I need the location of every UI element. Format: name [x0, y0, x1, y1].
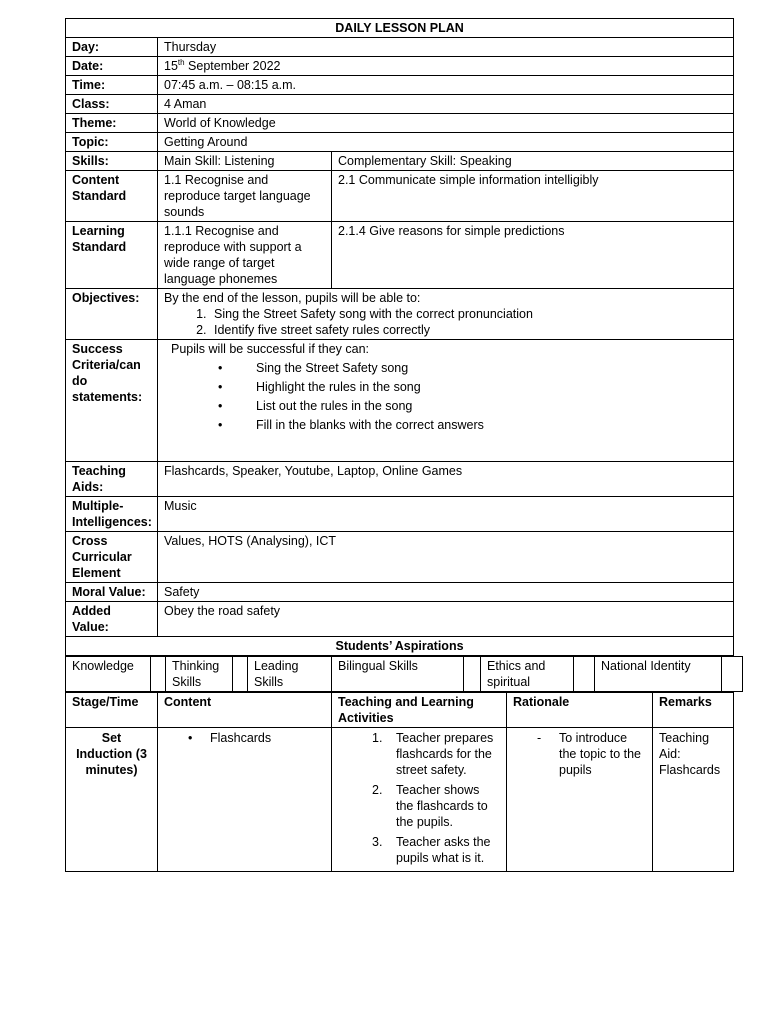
content-item-text: Flashcards	[210, 731, 272, 745]
date-day: 15	[164, 59, 178, 73]
activity-step	[338, 730, 500, 778]
content-standard-label-line1: Content	[72, 173, 120, 187]
moral-value-label: Moral Value:	[66, 583, 158, 602]
complementary-skill: Complementary Skill: Speaking	[332, 152, 734, 171]
aspiration-ethics-spiritual: Ethics and spiritual	[481, 657, 574, 692]
content-standard-label-line2: Standard	[72, 189, 127, 203]
day-value: Thursday	[158, 38, 734, 57]
success-item-text: Highlight the rules in the song	[256, 380, 421, 394]
success-item	[218, 359, 727, 378]
header-stage-time: Stage/Time	[66, 693, 158, 728]
aspiration-thinking-skills: Thinking Skills	[166, 657, 233, 692]
date-value	[158, 57, 734, 76]
main-skill: Main Skill: Listening	[158, 152, 332, 171]
objectives-intro: By the end of the lesson, pupils will be able to:	[164, 291, 421, 305]
time-label: Time:	[66, 76, 158, 95]
content-standard-complementary: 2.1 Communicate simple information intelligibly	[332, 171, 734, 222]
aspirations-title: Students’ Aspirations	[66, 637, 734, 656]
step-text: Teacher prepares flashcards for the street safety.	[396, 731, 494, 777]
date-suffix: th	[177, 57, 185, 67]
skills-label: Skills:	[66, 152, 158, 171]
success-item-text: List out the rules in the song	[256, 399, 413, 413]
aspiration-checkbox[interactable]	[722, 657, 743, 692]
aspiration-checkbox[interactable]	[233, 657, 248, 692]
learning-standard-main: 1.1.1 Recognise and reproduce with support a wide range of target language phonemes	[158, 222, 332, 289]
step-number: 1.	[372, 731, 383, 745]
success-criteria-label: Success Criteria/can do statements:	[66, 340, 158, 462]
lesson-details-table	[65, 18, 734, 656]
success-item	[218, 378, 727, 397]
content-standard-main: 1.1 Recognise and reproduce target language sounds	[158, 171, 332, 222]
objectives-label: Objectives:	[66, 289, 158, 340]
success-item-text: Fill in the blanks with the correct answers	[256, 418, 484, 432]
aspiration-checkbox[interactable]	[464, 657, 481, 692]
stage-table	[65, 692, 734, 872]
activities-list	[338, 730, 500, 866]
success-item	[218, 397, 727, 416]
aspiration-national-identity: National Identity	[595, 657, 722, 692]
header-remarks: Remarks	[653, 693, 734, 728]
time-value: 07:45 a.m. – 08:15 a.m.	[158, 76, 734, 95]
step-number: 3.	[372, 835, 383, 849]
teaching-aids-value: Flashcards, Speaker, Youtube, Laptop, Online Games	[158, 462, 734, 497]
added-value-value: Obey the road safety	[158, 602, 734, 637]
learning-standard-label-line2: Standard	[72, 240, 127, 254]
bullet-icon: •	[218, 361, 223, 375]
step-number: 2.	[372, 783, 383, 797]
bullet-icon: •	[218, 380, 223, 394]
theme-label: Theme:	[66, 114, 158, 133]
content-standard-label	[66, 171, 158, 222]
activity-step	[338, 782, 500, 830]
objective-item: 2. Identify five street safety rules correctly	[210, 322, 727, 338]
bullet-icon: •	[218, 418, 223, 432]
success-list	[164, 359, 727, 435]
objectives-list	[164, 306, 727, 338]
learning-standard-label-line1: Learning	[72, 224, 125, 238]
added-value-label: Added Value:	[66, 602, 158, 637]
learning-standard-complementary: 2.1.4 Give reasons for simple predictions	[332, 222, 734, 289]
success-criteria-cell	[158, 340, 734, 462]
dash-marker: -	[537, 731, 542, 745]
date-rest: September 2022	[184, 59, 281, 73]
header-activities: Teaching and Learning Activities	[332, 693, 507, 728]
step-text: Teacher shows the flashcards to the pupils.	[396, 783, 488, 829]
cross-curricular-value: Values, HOTS (Analysing), ICT	[158, 532, 734, 583]
moral-value-value: Safety	[158, 583, 734, 602]
multiple-intelligences-label: Multiple-Intelligences:	[66, 497, 158, 532]
stage-set-induction: Set Induction (3 minutes)	[66, 728, 158, 872]
step-text: Teacher asks the pupils what is it.	[396, 835, 491, 865]
activities-cell	[332, 728, 507, 872]
success-item-text: Sing the Street Safety song	[256, 361, 409, 375]
aspirations-table	[65, 656, 743, 692]
day-label: Day:	[66, 38, 158, 57]
class-value: 4 Aman	[158, 95, 734, 114]
content-cell	[158, 728, 332, 872]
objectives-cell	[158, 289, 734, 340]
activity-step	[338, 834, 500, 866]
header-content: Content	[158, 693, 332, 728]
learning-standard-label	[66, 222, 158, 289]
objective-item: 1. Sing the Street Safety song with the correct pronunciation	[210, 306, 727, 322]
header-rationale: Rationale	[507, 693, 653, 728]
class-label: Class:	[66, 95, 158, 114]
document-title: DAILY LESSON PLAN	[66, 19, 734, 38]
content-item	[164, 730, 325, 746]
topic-label: Topic:	[66, 133, 158, 152]
aspiration-checkbox[interactable]	[151, 657, 166, 692]
remarks-cell: Teaching Aid: Flashcards	[653, 728, 734, 872]
aspiration-leading-skills: Leading Skills	[248, 657, 332, 692]
theme-value: World of Knowledge	[158, 114, 734, 133]
topic-value: Getting Around	[158, 133, 734, 152]
lesson-plan-document	[65, 18, 733, 872]
aspiration-bilingual-skills: Bilingual Skills	[332, 657, 464, 692]
date-label: Date:	[66, 57, 158, 76]
teaching-aids-label: Teaching Aids:	[66, 462, 158, 497]
success-intro: Pupils will be successful if they can:	[171, 342, 370, 356]
bullet-icon: •	[218, 399, 223, 413]
multiple-intelligences-value: Music	[158, 497, 734, 532]
rationale-item	[513, 730, 646, 778]
rationale-text: To introduce the topic to the pupils	[559, 731, 642, 777]
bullet-icon: •	[188, 731, 193, 745]
cross-curricular-label: Cross Curricular Element	[66, 532, 158, 583]
rationale-cell	[507, 728, 653, 872]
success-item	[218, 416, 727, 435]
aspiration-checkbox[interactable]	[574, 657, 595, 692]
aspiration-knowledge: Knowledge	[66, 657, 151, 692]
